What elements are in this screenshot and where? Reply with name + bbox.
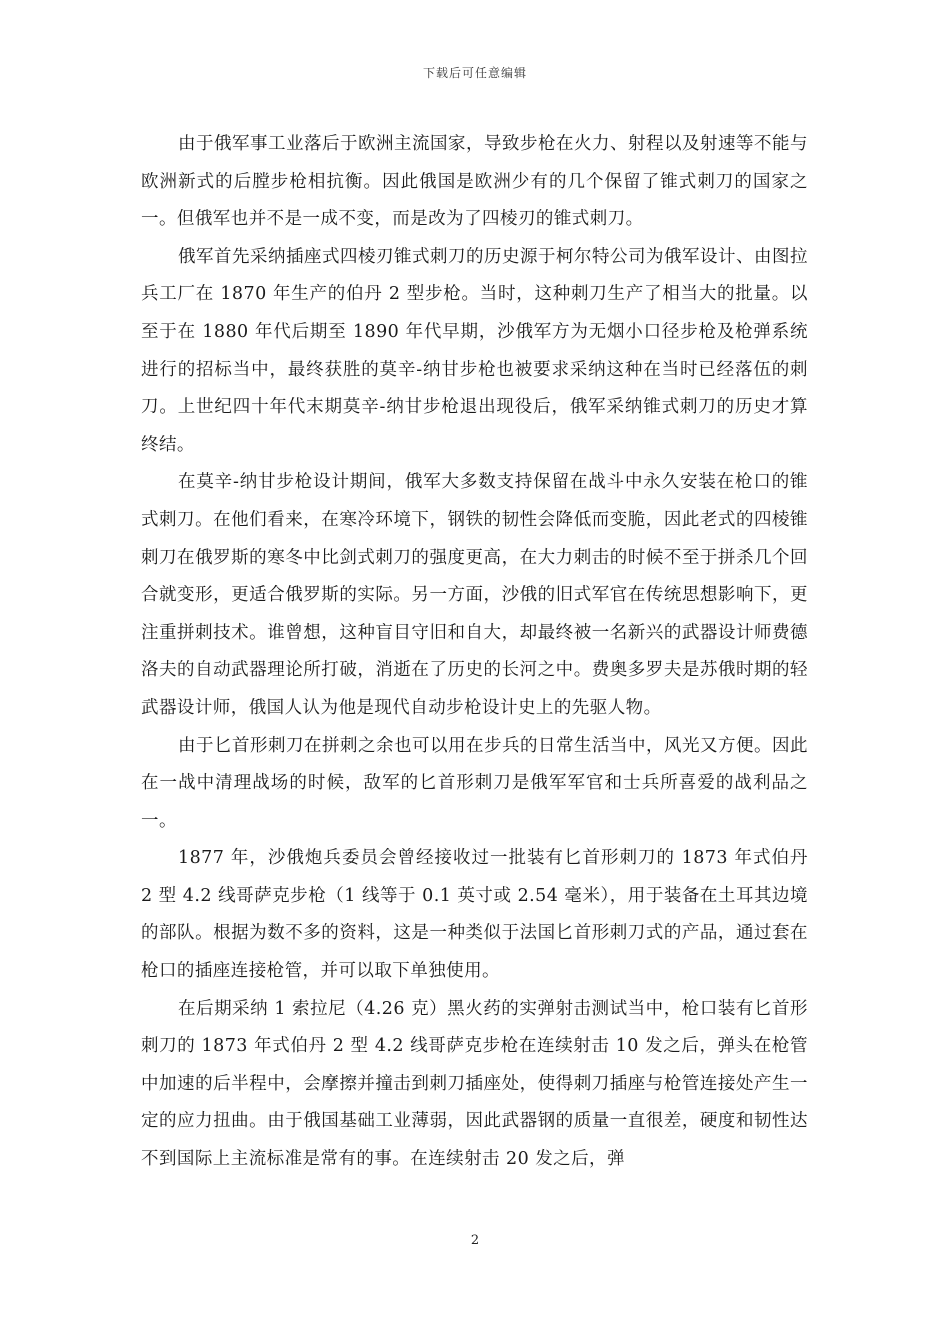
header-note: 下载后可任意编辑 [422, 66, 527, 80]
paragraph-6: 在后期采纳 1 索拉尼（4.26 克）黑火药的实弹射击测试当中，枪口装有匕首形刺刀的 1873 年式伯丹 2 型 4.2 线哥萨克步枪在连续射击 10 发之后，弹头在枪管中加速的后半程中，会摩擦并撞击到刺刀插座处，使得刺刀插座与枪管连接处产生一定的应力扭曲。由于俄国基础工业薄弱，因此武器钢的质量一直很差，硬度和韧性达不到国际上主流标准是常有的事。在连续射击 20 发之后，弹 [141, 998, 808, 1170]
body-text [141, 126, 808, 1179]
paragraph-4: 由于匕首形刺刀在拼刺之余也可以用在步兵的日常生活当中，风光又方便。因此在一战中清理战场的时候，敌军的匕首形刺刀是俄军军官和士兵所喜爱的战利品之一。 [141, 735, 808, 831]
page-number: 2 [470, 1233, 480, 1248]
paragraph-2: 俄军首先采纳插座式四棱刃锥式刺刀的历史源于柯尔特公司为俄军设计、由图拉兵工厂在 1870 年生产的伯丹 2 型步枪。当时，这种刺刀生产了相当大的批量。以至于在 1880 年代后期至 1890 年代早期，沙俄军方为无烟小口径步枪及枪弹系统进行的招标当中，最终获胜的莫辛-纳甘步枪也被要求采纳这种在当时已经落伍的刺刀。上世纪四十年代末期莫辛-纳甘步枪退出现役后，俄军采纳锥式刺刀的历史才算终结。 [141, 246, 808, 455]
paragraph-1: 由于俄军事工业落后于欧洲主流国家，导致步枪在火力、射程以及射速等不能与欧洲新式的后膛步枪相抗衡。因此俄国是欧洲少有的几个保留了锥式刺刀的国家之一。但俄军也并不是一成不变，而是改为了四棱刃的锥式刺刀。 [141, 134, 808, 230]
paragraph-3: 在莫辛-纳甘步枪设计期间，俄军大多数支持保留在战斗中永久安装在枪口的锥式刺刀。在他们看来，在寒冷环境下，钢铁的韧性会降低而变脆，因此老式的四棱锥刺刀在俄罗斯的寒冬中比剑式刺刀的强度更高，在大力刺击的时候不至于拼杀几个回合就变形，更适合俄罗斯的实际。另一方面，沙俄的旧式军官在传统思想影响下，更注重拼刺技术。谁曾想，这种盲目守旧和自大，却最终被一名新兴的武器设计师费德洛夫的自动武器理论所打破，消逝在了历史的长河之中。费奥多罗夫是苏俄时期的轻武器设计师，俄国人认为他是现代自动步枪设计史上的先驱人物。 [141, 472, 808, 718]
paragraph-5: 1877 年，沙俄炮兵委员会曾经接收过一批装有匕首形刺刀的 1873 年式伯丹 2 型 4.2 线哥萨克步枪（1 线等于 0.1 英寸或 2.54 毫米），用于装备在土耳其边境的部队。根据为数不多的资料，这是一种类似于法国匕首形刺刀式的产品，通过套在枪口的插座连接枪管，并可以取下单独使用。 [141, 848, 808, 982]
